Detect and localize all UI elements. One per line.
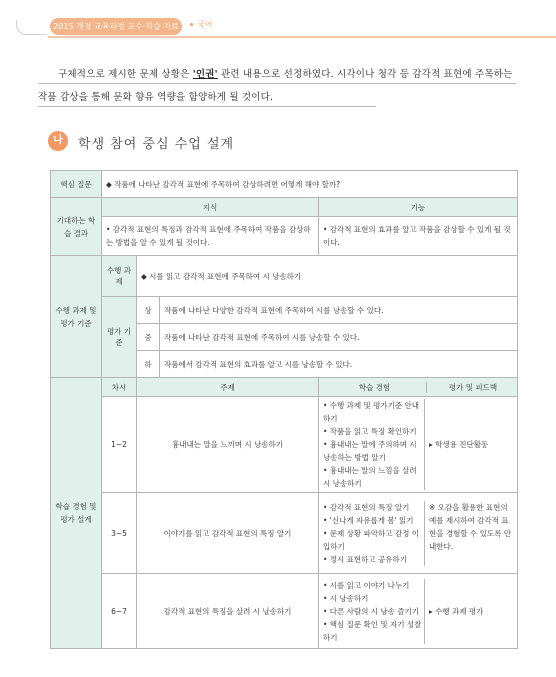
experience-item: • 감각적 표현의 특징 알기	[323, 502, 410, 512]
experience-cell	[319, 574, 518, 649]
table-row	[51, 171, 518, 198]
core-question: ◆ 작품에 나타난 감각적 표현에 주목하여 감상하려면 어떻게 해야 할까?	[102, 171, 518, 198]
table-row	[51, 297, 518, 324]
col-topic-header	[137, 378, 319, 397]
skill-header: 기능	[319, 198, 518, 217]
table-row	[51, 397, 518, 493]
experience-item: • '신나게 자유롭게 봄' 읽기	[323, 515, 414, 525]
feedback-cell: ▸ 학생용 진단활동	[424, 399, 513, 490]
header-tab	[50, 18, 182, 35]
criteria-text: 작품에서 감각적 표현의 효과를 알고 시를 낭송할 수 있다.	[160, 351, 518, 378]
bullet-icon	[190, 23, 193, 26]
feedback-cell: ※ 오감을 활용한 표현의 예를 제시하여 감각적 표현을 경험할 수 있도록 안내한다.	[424, 501, 513, 566]
topic-cell: 이야기를 읽고 감각적 표현의 특징 알기	[137, 493, 319, 574]
table-row	[51, 378, 518, 397]
intro-paragraph	[38, 63, 518, 109]
criteria-text: 작품에 나타난 감각적 표현에 주목하여 시를 낭송할 수 있다.	[160, 324, 518, 351]
header-divider	[48, 36, 556, 38]
table-row	[51, 217, 518, 256]
section-title: 학생 참여 중심 수업 설계	[78, 137, 235, 152]
task-label: 수행 과제	[102, 256, 137, 297]
experience-design-label: 학습 경험 및 평가 설계	[51, 378, 102, 649]
experience-item: • 수행 과제 및 평가기준 안내하기	[323, 401, 420, 423]
header-subject-label: 국어	[197, 20, 213, 29]
experience-item: • 다른 사람의 시 낭송 즐기기	[323, 606, 420, 616]
feedback-cell: ▸ 수행 과제 평가	[424, 579, 513, 644]
task-text: ◆ 시를 읽고 감각적 표현에 주목하여 시 낭송하기	[137, 256, 518, 297]
expected-results-label: 기대하는 학습 결과	[51, 198, 102, 256]
experience-item: • 정시 표현하고 공유하기	[323, 554, 408, 564]
knowledge-header: 지식	[102, 198, 319, 217]
experience-item: • 시 낭송하기	[323, 593, 369, 603]
session-cell: 6~7	[102, 574, 137, 649]
table-row	[51, 256, 518, 297]
col-experience-header	[319, 378, 518, 397]
experience-item: • 흉내내는 말의 느낌을 살려 시 낭송하기	[323, 466, 417, 488]
knowledge-text: • 감각적 표현의 특징과 감각적 표현에 주목하여 작품을 감상하는 방법을 알 수 있게 될 것이다.	[102, 217, 319, 256]
criteria-text: 작품에 나타난 다양한 감각적 표현에 주목하여 시를 낭송할 수 있다.	[160, 297, 518, 324]
core-question-label: 핵심 질문	[51, 171, 102, 198]
col-experience-label: 학습 경험	[358, 382, 391, 392]
section-badge: 나	[48, 131, 68, 151]
col-topic-label: 주제	[220, 382, 235, 392]
experience-item: • 흉내내는 말에 주의하며 시 낭송하는 방법 알기	[323, 440, 417, 462]
experience-cell	[319, 493, 518, 574]
topic-cell: 흉내내는 말을 느끼며 시 낭송하기	[137, 397, 319, 493]
task-criteria-label: 수행 과제 및 평가 기준	[51, 256, 102, 378]
experience-item: • 작품을 읽고 특징 확인하기	[323, 427, 417, 436]
experience-cell	[319, 397, 518, 493]
criteria-level: 상	[137, 297, 160, 324]
header-subject	[190, 19, 212, 30]
experience-item: • 시를 읽고 이야기 나누기	[323, 580, 410, 590]
header-corner-decoration	[16, 20, 47, 35]
intro-text: 관련 내용으로 선정하였다. 시각이나 청각 등 감각적 표현에 주목하는 작품 감상을 통해 문화 향유 역량을 함양하게 될 것이다.	[38, 69, 513, 103]
topic-cell: 감각적 표현의 특징을 살려 시 낭송하기	[137, 574, 319, 649]
criteria-level: 중	[137, 324, 160, 351]
session-cell: 1~2	[102, 397, 137, 493]
lesson-design-table	[50, 170, 518, 649]
intro-text: 구체적으로 제시한 문제 상황은	[58, 69, 193, 80]
experience-item: • 핵심 질문 확인 및 자기 성찰하기	[323, 619, 422, 642]
skill-text: • 감각적 표현의 효과를 알고 작품을 감상할 수 있게 될 것이다.	[319, 217, 518, 256]
header-tab-label: 2015 개정 교육과정 교수·학습 자료	[53, 22, 179, 31]
col-feedback-header: 평가 및 피드백	[426, 382, 513, 393]
experience-item: • 문제 상황 파악하고 감정 이입하기	[323, 528, 420, 551]
intro-emphasis: '인권'	[192, 69, 218, 80]
session-cell: 3~5	[102, 493, 137, 574]
table-row	[51, 574, 518, 649]
table-row	[51, 198, 518, 217]
table-row	[51, 493, 518, 574]
col-session-header: 차시	[102, 378, 137, 397]
criteria-label: 평가 기준	[102, 297, 137, 378]
criteria-level: 하	[137, 351, 160, 378]
